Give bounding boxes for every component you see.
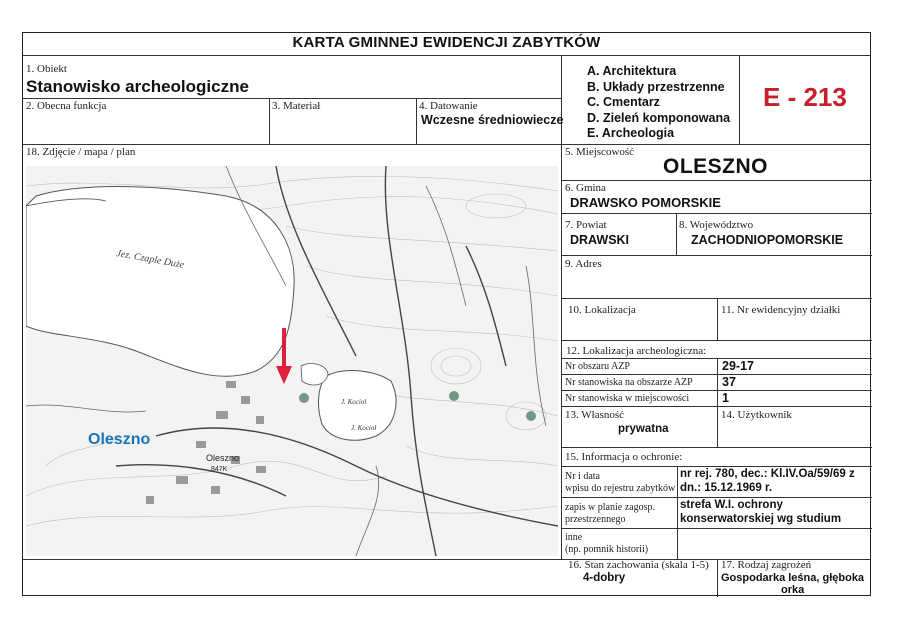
category-item: E. Archeologia (587, 126, 675, 140)
powiat-value: DRAWSKI (570, 233, 630, 247)
plan-value-2: konserwatorskiej wg studium (680, 513, 842, 525)
divider (269, 98, 270, 144)
divider (561, 213, 872, 214)
plan-label: zapis w planie zagosp. (565, 502, 655, 513)
rejestr-value-2: dn.: 15.12.1969 r. (680, 482, 773, 494)
plan-label-2: przestrzennego (565, 514, 626, 525)
funkcja-label: 2. Obecna funkcja (26, 100, 107, 112)
stan-label: 16. Stan zachowania (skala 1-5) (568, 559, 709, 571)
card-code: E - 213 (763, 82, 847, 112)
divider (717, 406, 718, 447)
divider (717, 559, 718, 597)
lake-label: Jez. Czaple Duże (115, 248, 185, 271)
wojewodztwo-label: 8. Województwo (679, 219, 754, 231)
wojewodztwo-value: ZACHODNIOPOMORSKIE (691, 233, 844, 247)
nr-stan-miejsc-value: 1 (722, 391, 729, 405)
site-marker-secondary (449, 391, 459, 401)
small-lake-label: J. Kociol (341, 398, 367, 406)
plan-value: strefa W.I. ochrony (680, 499, 783, 511)
divider (676, 213, 677, 255)
miejscowosc-label: 5. Miejscowość (565, 146, 635, 158)
adres-label: 9. Adres (565, 258, 602, 270)
small-lake-label: J. Kocioł (351, 424, 377, 432)
inne-label: inne (565, 532, 583, 543)
obiekt-label: 1. Obiekt (26, 63, 67, 75)
zagrozenia-label: 17. Rodzaj zagrożeń (721, 559, 812, 571)
categories-list (587, 64, 730, 142)
divider (561, 374, 872, 375)
divider (717, 358, 718, 406)
village-map-label: Oleszno (206, 453, 240, 463)
evidence-card (22, 32, 871, 596)
rejestr-label: Nr i data (565, 471, 600, 482)
divider (677, 466, 678, 559)
nr-azp-label: Nr obszaru AZP (565, 361, 630, 372)
wlasnosc-label: 13. Własność (565, 409, 625, 421)
miejscowosc-value: OLESZNO (663, 155, 769, 178)
datowanie-label: 4. Datowanie (419, 100, 478, 112)
divider (561, 55, 562, 144)
divider (717, 298, 718, 340)
divider (561, 180, 872, 181)
gmina-label: 6. Gmina (565, 182, 606, 194)
nr-stan-azp-label: Nr stanowiska na obszarze AZP (565, 377, 693, 388)
rejestr-label-2: wpisu do rejestru zabytków (565, 483, 676, 494)
divider (23, 144, 870, 145)
divider (561, 497, 872, 498)
powiat-label: 7. Powiat (565, 219, 607, 231)
site-marker (299, 393, 309, 403)
divider (561, 255, 872, 256)
category-item: C. Cmentarz (587, 95, 660, 109)
nr-stan-miejsc-label: Nr stanowiska w miejscowości (565, 393, 690, 404)
divider (561, 340, 872, 341)
divider (561, 528, 872, 529)
divider (561, 447, 872, 448)
category-item: B. Układy przestrzenne (587, 79, 725, 94)
obiekt-value: Stanowisko archeologiczne (26, 77, 249, 96)
nr-stan-azp-value: 37 (722, 375, 736, 389)
card-title: KARTA GMINNEJ EWIDENCJI ZABYTKÓW (292, 34, 601, 51)
zdjecie-label: 18. Zdjęcie / mapa / plan (26, 146, 136, 158)
location-map (26, 166, 558, 556)
site-marker-secondary (526, 411, 536, 421)
category-item: D. Zieleń komponowana (587, 110, 731, 125)
lok-arch-label: 12. Lokalizacja archeologiczna: (566, 345, 707, 357)
material-label: 3. Materiał (272, 100, 321, 112)
divider (561, 466, 872, 467)
stan-value: 4-dobry (583, 572, 626, 584)
nr-dzialki-label: 11. Nr ewidencyjny działki (721, 304, 841, 316)
rejestr-value: nr rej. 780, dec.: Kl.IV.Oa/59/69 z (680, 468, 855, 480)
gmina-value: DRAWSKO POMORSKIE (570, 195, 721, 210)
village-map-sublabel: 847K (211, 466, 228, 473)
zagrozenia-value-2: orka (781, 584, 805, 596)
town-label: Oleszno (88, 431, 151, 448)
inne-label-2: (np. pomnik historii) (565, 544, 649, 555)
nr-azp-value: 29-17 (722, 359, 754, 373)
uzytkownik-label: 14. Użytkownik (721, 409, 792, 421)
ochrona-label: 15. Informacja o ochronie: (565, 451, 683, 463)
lokalizacja-label: 10. Lokalizacja (568, 304, 636, 316)
divider (739, 55, 740, 144)
divider (23, 98, 561, 99)
divider (416, 98, 417, 144)
divider (23, 55, 870, 56)
divider (561, 390, 872, 391)
category-item: A. Architektura (587, 64, 677, 78)
zagrozenia-value: Gospodarka leśna, głęboka (721, 572, 865, 584)
wlasnosc-value: prywatna (618, 423, 669, 435)
datowanie-value: Wczesne średniowiecze (421, 113, 564, 127)
